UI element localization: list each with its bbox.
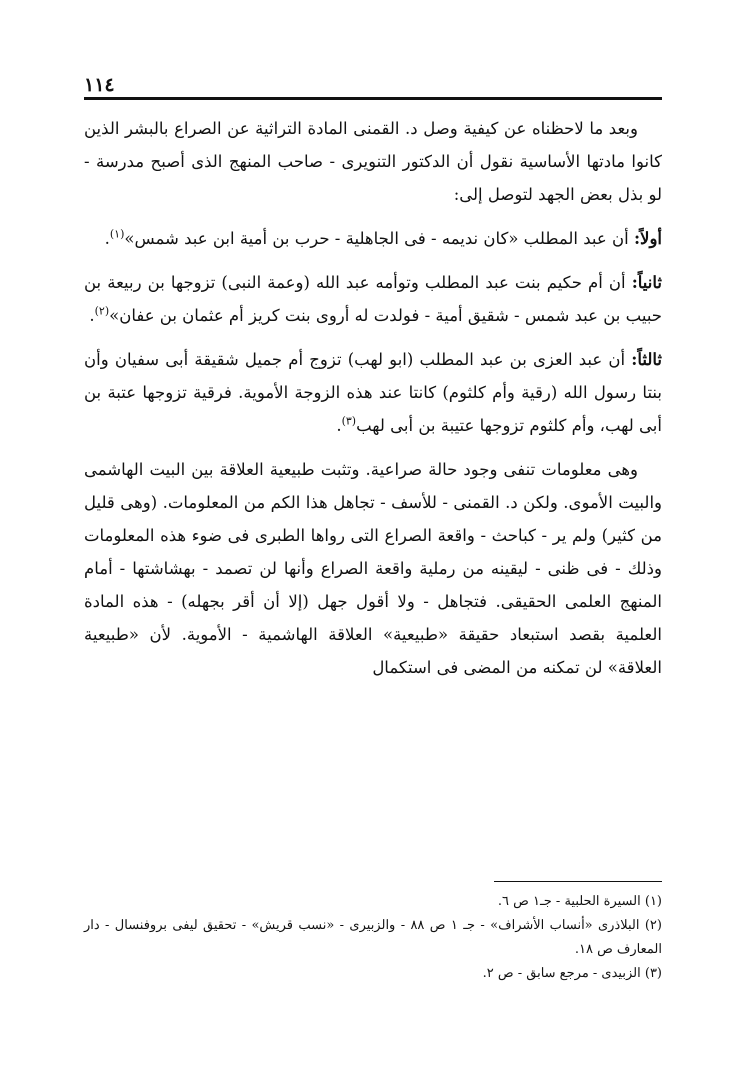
footnote-rule xyxy=(494,881,662,882)
point-label: ثالثاً: xyxy=(631,350,662,369)
paragraph-text: أن أم حكيم بنت عبد المطلب وتوأمه عبد الله (وعمة النبى) تزوجها بن ربيعة بن حبيب بن عبد شمس - شقيق أمية - فولدت له أروى بنت كريز أم عثمان بن عفان» xyxy=(84,273,662,325)
paragraph-first-point xyxy=(84,222,662,255)
header-rule xyxy=(84,97,662,100)
body-text xyxy=(84,112,662,684)
paragraph-tail: . xyxy=(104,229,110,248)
footnote-ref: (١) xyxy=(109,227,125,241)
paragraph-tail: . xyxy=(336,416,342,435)
footnote-3: (٣) الزبيدى - مرجع سابق - ص ٢. xyxy=(482,966,662,981)
page-header xyxy=(84,74,662,104)
footnote-2: (٢) البلاذرى «أنساب الأشراف» - جـ ١ ص ٨٨ - والزبيرى - «نسب قريش» - تحقيق ليفى بروفنسال - دار المعارف ص ١٨. xyxy=(84,918,662,957)
page-number: ١١٤ xyxy=(84,74,115,96)
paragraph-text: أن عبد المطلب «كان نديمه - فى الجاهلية - حرب بن أمية ابن عبد شمس» xyxy=(124,229,634,248)
paragraph-text: وبعد ما لاحظناه عن كيفية وصل د. القمنى المادة التراثية عن الصراع بالبشر الذين كانوا مادتها الأساسية نقول أن الدكتور التنويرى - صاحب المنهج الذى أصبح مدرسة - لو بذل بعض الجهد لتوصل إلى: xyxy=(84,119,662,204)
point-label: ثانياً: xyxy=(631,273,662,292)
paragraph-conclusion xyxy=(84,453,662,684)
paragraph-intro xyxy=(84,112,662,211)
footnote-ref: (٣) xyxy=(341,414,357,428)
footnotes xyxy=(84,890,662,986)
footnote-1: (١) السيرة الحلبية - جـ١ ص ٦. xyxy=(497,894,662,909)
paragraph-text: أن عبد العزى بن عبد المطلب (ابو لهب) تزوج أم جميل شقيقة أبى سفيان وأن بنتا رسول الله (رقية وأم كلثوم) كانتا عند هذه الزوجة الأموية. فرقية تزوجها عتبة بن أبى لهب، وأم كلثوم تزوجها عتيبة بن أبى لهب xyxy=(84,350,662,435)
paragraph-second-point xyxy=(84,266,662,332)
footnote-ref: (٢) xyxy=(94,304,110,318)
point-label: أولاً: xyxy=(633,229,662,248)
paragraph-third-point xyxy=(84,343,662,442)
paragraph-text: وهى معلومات تنفى وجود حالة صراعية. وتثبت طبيعية العلاقة بين البيت الهاشمى والبيت الأموى. ولكن د. القمنى - للأسف - تجاهل هذا الكم من المعلومات. (وهى قليل من كثير) ولم ير - كباحث - واقعة الصراع التى رواها الطبرى فى ضوء هذه المعلومات وذلك - فى ظنى - ليقينه من رملية واقعة الصراع وأنها لن تصمد - بهشاشتها - أمام المنهج العلمى الحقيقى. فتجاهل - ولا أقول جهل (إلا أن أقر بجهله) - هذه المادة العلمية بقصد استبعاد حقيقة «طبيعية» العلاقة الهاشمية - الأموية. لأن «طبيعية العلاقة» لن تمكنه من المضى فى استكمال xyxy=(84,460,662,677)
paragraph-tail: . xyxy=(89,306,95,325)
